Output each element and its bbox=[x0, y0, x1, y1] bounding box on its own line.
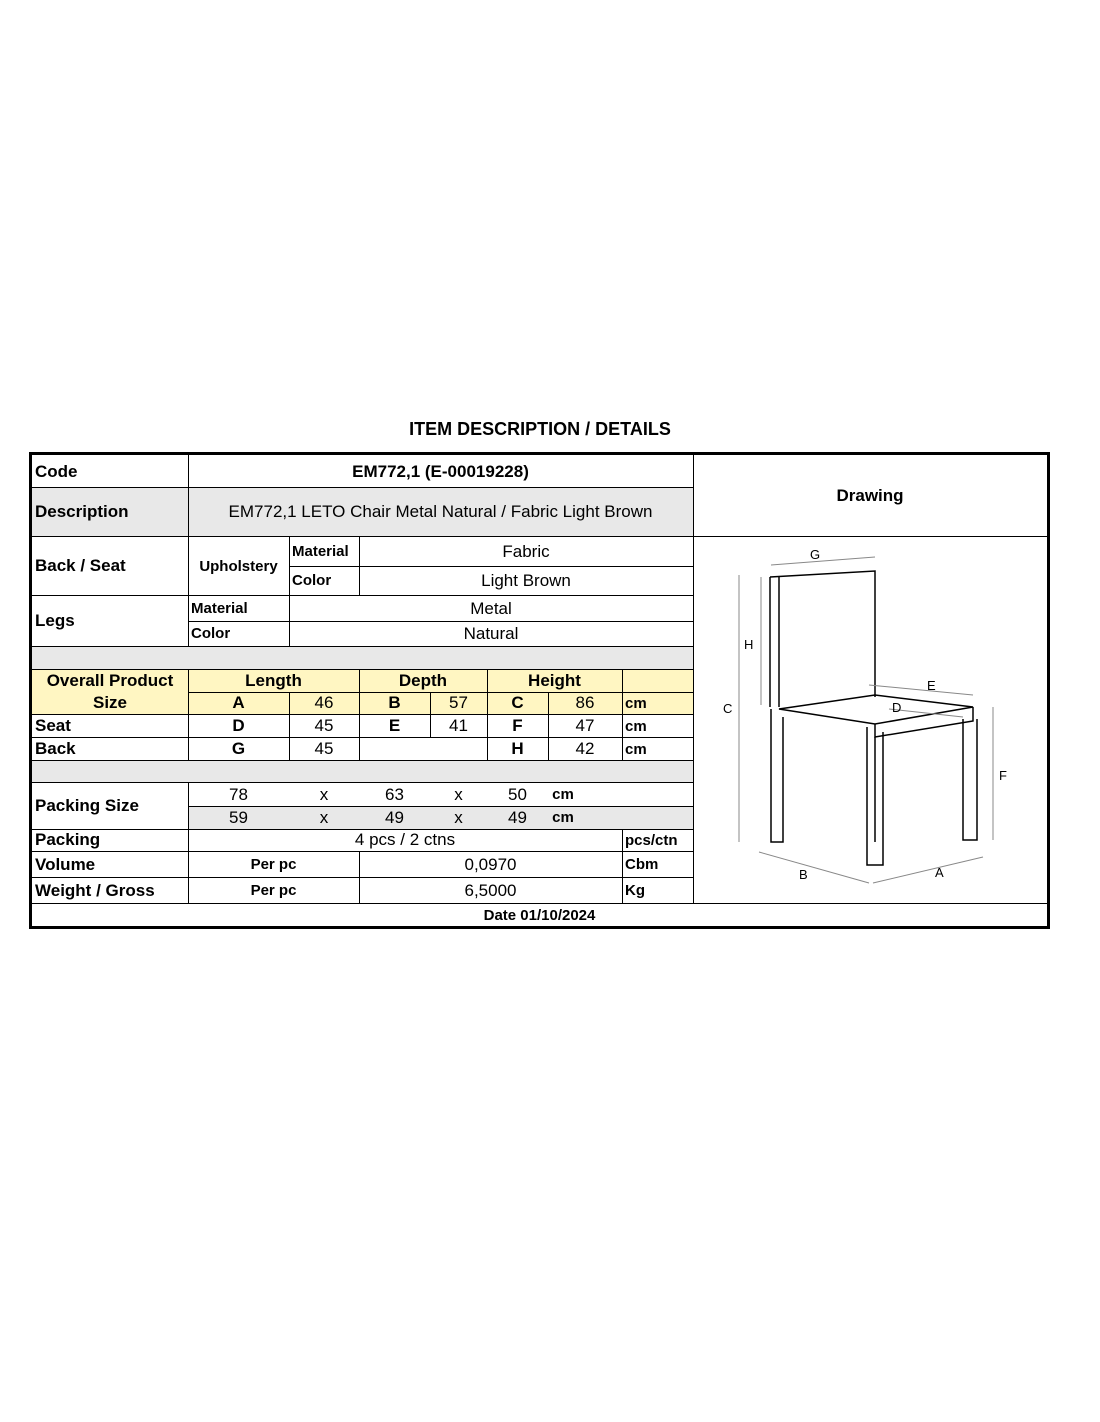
legs-material-label: Material bbox=[191, 600, 248, 617]
code-value: EM772,1 (E-00019228) bbox=[352, 461, 529, 481]
size-row-1-k3: F bbox=[512, 716, 523, 735]
back-seat-label: Back / Seat bbox=[35, 556, 126, 575]
volume-unit: Cbm bbox=[625, 856, 659, 873]
packing-size-row-0-b: 63 bbox=[385, 784, 404, 804]
weight-label: Weight / Gross bbox=[35, 880, 155, 900]
drawing-letter-b: B bbox=[799, 867, 808, 882]
size-row-2-v2 bbox=[430, 738, 487, 760]
packing-size-row-0-a: 78 bbox=[229, 784, 248, 804]
drawing-letter-h: H bbox=[744, 637, 754, 652]
packing-size-row-0-x2: x bbox=[454, 784, 463, 804]
packing-size-row-1-a: 59 bbox=[229, 807, 248, 827]
size-row-2-unit: cm bbox=[625, 740, 647, 758]
packing-size-row-1-c: 49 bbox=[508, 807, 527, 827]
size-row-2-k3: H bbox=[511, 739, 524, 758]
size-row-1-label: Seat bbox=[35, 716, 71, 735]
weight-per: Per pc bbox=[250, 882, 297, 899]
depth-header: Depth bbox=[398, 670, 448, 690]
weight-value: 6,5000 bbox=[464, 880, 517, 900]
length-header: Length bbox=[245, 670, 302, 690]
back-seat-color-label: Color bbox=[292, 572, 332, 589]
drawing-letter-f: F bbox=[999, 768, 1007, 783]
drawing-letter-c: C bbox=[723, 701, 733, 716]
packing-size-row-1-x1: x bbox=[319, 807, 329, 827]
size-row-2-v3: 42 bbox=[575, 739, 595, 758]
page-title: ITEM DESCRIPTION / DETAILS bbox=[409, 419, 671, 439]
description-value: EM772,1 LETO Chair Metal Natural / Fabric Light Brown bbox=[228, 502, 653, 521]
size-row-0-v2: 57 bbox=[449, 693, 468, 712]
size-row-0-v3: 86 bbox=[575, 693, 595, 712]
packing-unit: pcs/ctn bbox=[625, 831, 678, 849]
back-seat-material: Fabric bbox=[502, 541, 550, 561]
size-label: Overall Product Size bbox=[46, 670, 174, 712]
legs-label: Legs bbox=[35, 611, 75, 630]
packing-size-row-1-unit: cm bbox=[552, 809, 574, 826]
size-row-0-k1: A bbox=[232, 693, 245, 712]
code-label: Code bbox=[35, 461, 78, 481]
size-row-0-unit: cm bbox=[625, 694, 647, 712]
size-row-2-k2 bbox=[359, 738, 430, 760]
packing-size-row-0-c: 50 bbox=[508, 784, 527, 804]
size-row-0-k3: C bbox=[511, 693, 524, 712]
size-row-2-k1: G bbox=[231, 739, 246, 758]
size-row-2-v1: 45 bbox=[314, 739, 334, 758]
back-seat-color: Light Brown bbox=[481, 570, 571, 590]
date: Date 01/10/2024 bbox=[483, 906, 596, 924]
size-row-1-unit: cm bbox=[625, 717, 647, 735]
description-label: Description bbox=[35, 502, 129, 521]
drawing-letter-a: A bbox=[935, 865, 944, 880]
legs-material: Metal bbox=[470, 598, 512, 618]
packing-size-label: Packing Size bbox=[35, 796, 139, 815]
packing-label: Packing bbox=[35, 830, 101, 849]
drawing-letter-g: G bbox=[810, 547, 821, 562]
volume-per: Per pc bbox=[250, 856, 297, 873]
back-seat-material-label: Material bbox=[292, 543, 349, 560]
size-row-0-k2: B bbox=[388, 693, 401, 712]
packing-size-row-1-b: 49 bbox=[385, 807, 404, 827]
size-row-1-v1: 45 bbox=[314, 716, 334, 735]
volume-value: 0,0970 bbox=[464, 854, 517, 874]
legs-color: Natural bbox=[463, 623, 519, 643]
size-row-1-k2: E bbox=[388, 716, 401, 735]
volume-label: Volume bbox=[35, 854, 96, 874]
height-header: Height bbox=[528, 670, 581, 690]
size-row-1-k1: D bbox=[232, 716, 245, 735]
chair-drawing bbox=[693, 537, 1047, 900]
size-row-1-v2: 41 bbox=[449, 716, 468, 735]
size-row-0-v1: 46 bbox=[314, 693, 334, 712]
packing-value: 4 pcs / 2 ctns bbox=[354, 830, 456, 849]
weight-unit: Kg bbox=[625, 882, 645, 899]
drawing-label: Drawing bbox=[836, 486, 904, 505]
packing-size-row-0-unit: cm bbox=[552, 786, 574, 803]
drawing-letter-e: E bbox=[927, 678, 936, 693]
packing-size-row-1-x2: x bbox=[454, 807, 463, 827]
upholstery-label: Upholstery bbox=[199, 557, 278, 575]
legs-color-label: Color bbox=[191, 625, 231, 642]
packing-size-row-0-x1: x bbox=[319, 784, 329, 804]
size-row-1-v3: 47 bbox=[575, 716, 595, 735]
size-row-2-label: Back bbox=[35, 739, 76, 758]
drawing-letter-d: D bbox=[892, 700, 902, 715]
